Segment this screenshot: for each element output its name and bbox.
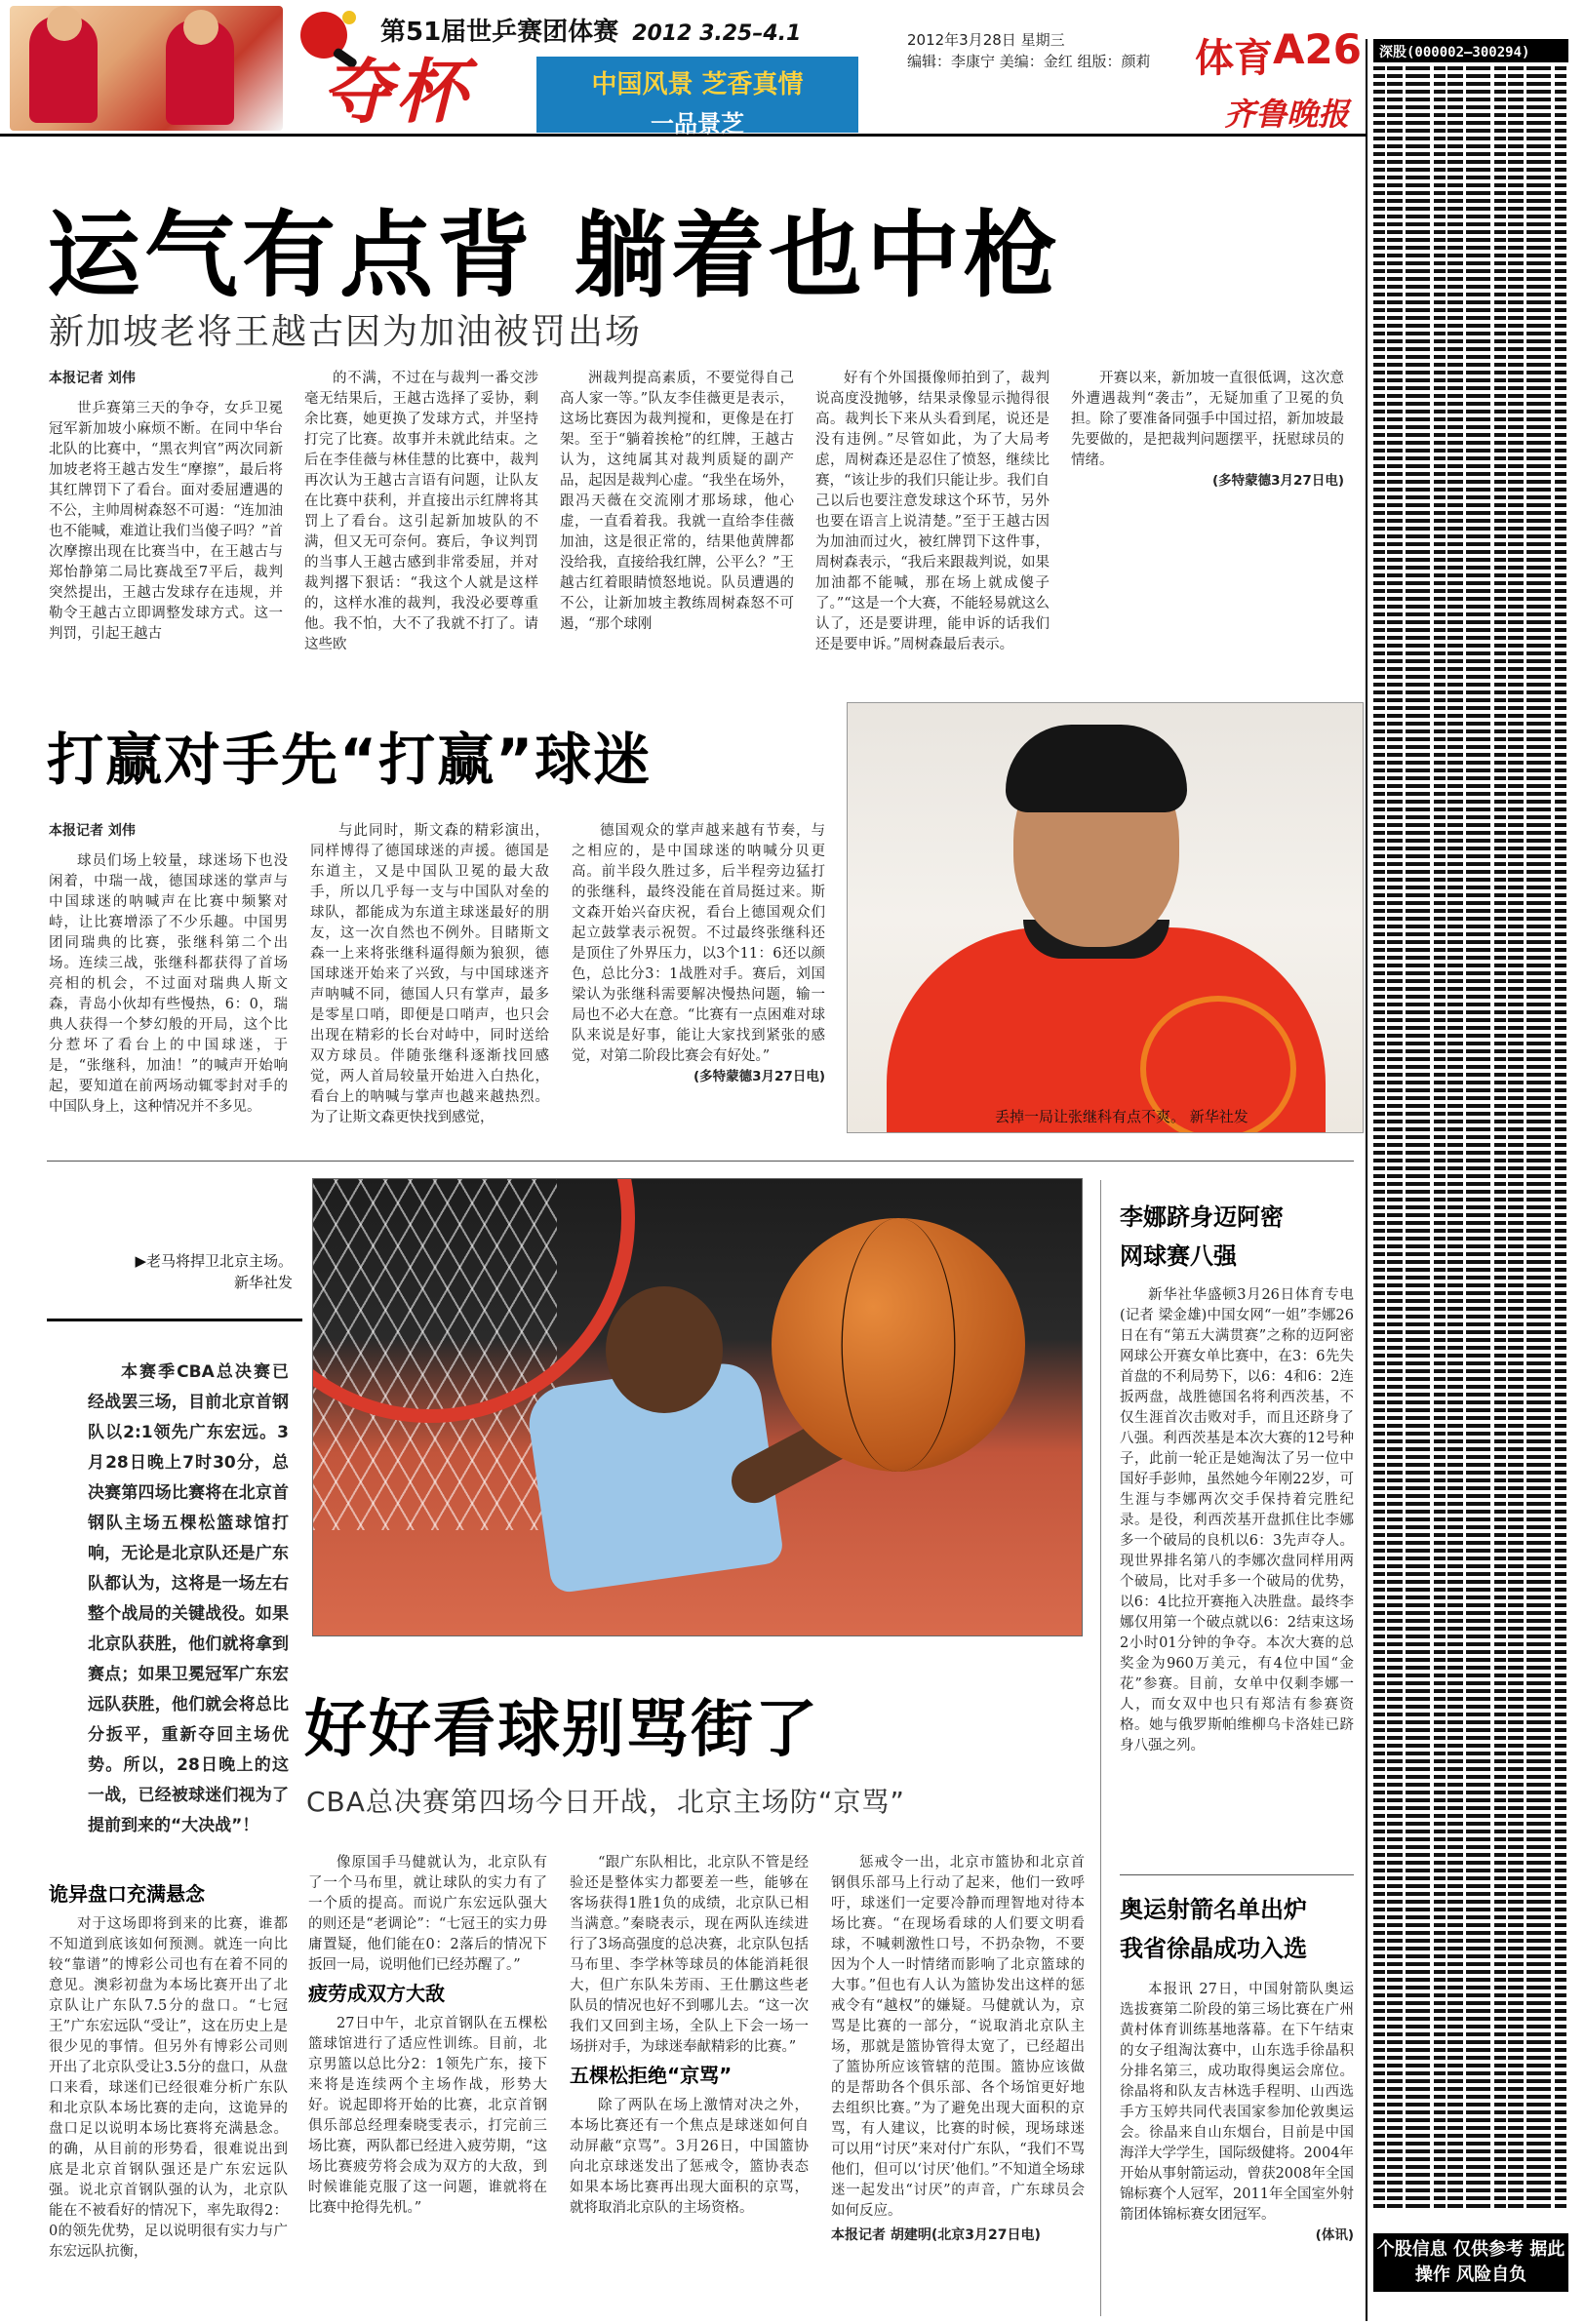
story3-column-4 [831, 1853, 1085, 2315]
story2-credit: (多特蒙德3月27日电) [693, 1069, 825, 1084]
story1-column-5 [1071, 369, 1344, 564]
story2-text-1: 球员们场上较量，球迷场下也没闲着，中瑞一战，德国球迷的掌声与中国球迷的呐喊声在比赛中频繁对峙，让比赛增添了不少乐趣。中国男团同瑞典的比赛，张继科第二个出场。连续三战，张继科都获得了首场亮相的机会，不过面对瑞典人斯文森，青岛小伙却有些慢热，6：0，瑞典人获得一个梦幻般的开局，这个比分惹坏了看台上的中国球迷，于是，“张继科，加油！”的喊声开始响起，要知道在前两场动辄零封对手的中国队身上，这种情况并不多见。 [49, 853, 288, 1115]
story3-column-1 [49, 1876, 288, 2315]
story3-subhead-1: 诡异盘口充满悬念 [49, 1882, 205, 1906]
story2-byline: 本报记者 刘伟 [49, 823, 136, 839]
editor-credits: 编辑：李康宁 美编：金红 组版：颜莉 [907, 53, 1151, 70]
story3-subheadline: CBA总决赛第四场今日开战，北京主场防“京骂” [306, 1786, 905, 1818]
story3-text-1: 对于这场即将到来的比赛，谁都不知道到底该如何预测。就连一向比较“靠谱”的博彩公司也有在着不同的意见。澳彩初盘为本场比赛开出了北京队让广东队7.5分的盘口。“七冠王”广东宏远队“受让”，这在历史上是很少见的事情。但另外有博彩公司则开出了北京队受让3.5分的盘口，从盘口来看，球迷们已经很难分析广东队和北京队本场比赛的走向，这诡异的盘口足以说明本场比赛将充满悬念。的确，从目前的形势看，很难说出到底是北京首钢队强还是广东宏远队强。说北京首钢队强的认为，北京队能在不被看好的情况下，率先取得2：0的领先优势，足以说明很有实力与广东宏远队抗衡， [49, 1916, 288, 2260]
story3-column-3 [570, 1853, 809, 2315]
story3-column-2 [308, 1853, 547, 2315]
story3-text-3: “跟广东队相比，北京队不管是经验还是整体实力都要差一些，能够在客场获得1胜1负的成绩，北京队已相当满意。”秦晓表示，现在两队连续进行了3场高强度的总决赛，北京队包括马布里、李学林等球员的体能消耗很大，但广东队朱芳雨、王仕鹏这些老队员的情况也好不到哪儿去。“这一次我们又回到主场，全队上下会一场一场拼对手，为球迷奉献精彩的比赛。” [570, 1855, 809, 2055]
story1-text-4: 好有个外国摄像师拍到了，裁判说高度没抛够，结果录像显示抛得很高。裁判长下来从头看到尾，说还是没有违例。”尽管如此，为了大局考虑，周树森还是忍住了愤怒，继续比赛，“该让步的我们只能让步。我们自己以后也要注意发球这个环节，另外也要在语言上说清楚。”至于王越古因为加油而过火，被红牌罚下这件事，周树森表示，“我后来跟裁判说，如果加油都不能喊，那在场上就成傻子了。”“这是一个大赛，不能轻易就这么认了，还是要讲理，能申诉的话我们还是要申诉。”周树森最后表示。 [815, 371, 1050, 652]
story1-text-5: 开赛以来，新加坡一直很低调，这次意外遭遇裁判“袭击”，无疑加重了卫冕的负担。除了要准备同强手中国过招，新加坡最先要做的，是把裁判问题摆平，抚慰球员的情绪。 [1071, 371, 1344, 468]
story1-column-3 [560, 369, 794, 681]
story3-lead [88, 1358, 289, 1855]
stock-listing-strip [1366, 39, 1575, 2321]
story1-text-1: 世乒赛第三天的争夺，女乒卫冕冠军新加坡小麻烦不断。在同中华台北队的比赛中，“黑衣判官”两次同新加坡老将王越古发生“摩擦”，最后将其红牌罚下了看台。面对委屈遭遇的不公，主帅周树森怒不可遏：“连加油也不能喊，难道让我们当傻子吗？”首次摩擦出现在比赛当中，在王越古与郑怡静第二局比赛战至7平后，裁判突然提出，王越古发球存在违规，并勒令王越古立即调整发球方式。这一判罚，引起王越古 [49, 401, 283, 642]
story1-text-3: 洲裁判提高素质，不要觉得自己高人家一等。”队友李佳薇更是表示，这场比赛因为裁判搅和，更像是在打架。至于“躺着挨枪”的红牌，王越古认为，这纯属其对裁判质疑的副产品，起因是裁判心虚。“我坐在场外，跟冯天薇在交流刚才那场球，他心虚，一直看着我。我就一直给李佳薇加油，这是很正常的，结果他黄牌都没给我，直接给我红牌，公平么？”王越古红着眼睛愤怒地说。队员遭遇的不公，让新加坡主教练周树森怒不可遏，“那个球刚 [560, 371, 794, 632]
story1-byline: 本报记者 刘伟 [49, 371, 136, 386]
stock-disclaimer: 个股信息 仅供参考 据此操作 风险自负 [1373, 2233, 1568, 2292]
story3-text-4: 惩戒令一出，北京市篮协和北京首钢俱乐部马上行动了起来，他们一致呼吁，球迷们一定要冷静而理智地对待本场比赛。“在现场看球的人们要文明看球，不喊刺激性口号，不扔杂物，不要因为个人一时情绪而影响了北京篮球的大事。”但也有人认为篮协发出这样的惩戒令有“越权”的嫌疑。马健就认为，京骂是比赛的一部分，“说取消北京队主场，那就是篮协管得太宽了，已经超出了篮协所应该管辖的范围。篮协应该做的是帮助各个俱乐部、各个场馆更好地去组织比赛。”为了避免出现大面积的京骂，有人建议，比赛的时候，现场球迷可以用“讨厌”来对付广东队，“我们不骂他们，但可以‘讨厌’他们。”不知道全场球迷一起发出“讨厌”的声音，广东球员会如何反应。 [831, 1855, 1085, 2219]
basketball-dunk-photo [312, 1178, 1083, 1636]
story3-text-2: 像原国手马健就认为，北京队有了一个马布里，就让球队的实力有了一个质的提高。而说广东宏远队强大的则还是“老调论”：“七冠王的实力毋庸置疑，他们能在0：2落后的情况下扳回一局，说明他们已经苏醒了。” [308, 1855, 547, 1973]
story3-photo-caption: ▶老马将捍卫北京主场。 新华社发 [135, 1252, 293, 1291]
stock-listing-title: 深股(000002–300294) [1373, 39, 1568, 62]
story4-headline: 李娜跻身迈阿密 网球赛八强 [1120, 1203, 1284, 1270]
story2-column-1 [49, 821, 288, 1143]
story2-column-3 [572, 821, 825, 1143]
sponsor-slogan: 中国风景 芝香真情 一品景芝 [536, 57, 858, 133]
sidebar-divider [1100, 1180, 1101, 2316]
story3-subhead-2: 疲劳成双方大敌 [308, 1982, 445, 2005]
story1-headline: 运气有点背 躺着也中枪 [47, 201, 1061, 310]
section-divider [47, 1161, 1354, 1162]
story2-headline: 打赢对手先“打赢”球迷 [47, 727, 653, 793]
column-name: 夺杯 [322, 50, 471, 133]
caption-rule [47, 1319, 302, 1321]
story1-column-1 [49, 369, 283, 681]
story2-column-2 [310, 821, 549, 1143]
story1-subheadline: 新加坡老将王越古因为加油被罚出场 [49, 312, 643, 352]
page-number: A26 [1273, 25, 1362, 73]
story1-credit: (多特蒙德3月27日电) [1211, 473, 1344, 489]
story5-credit: (体讯) [1315, 2227, 1354, 2243]
issue-date: 2012年3月28日 星期三 [907, 31, 1065, 49]
story3-headline: 好好看球别骂街了 [304, 1694, 819, 1766]
newspaper-name: 齐鲁晚报 [1224, 96, 1350, 133]
event-title: 第51届世乒赛团体赛 2012 3.25–4.1 [380, 18, 802, 47]
story5-column [1120, 1980, 1354, 2316]
story3-byline: 本报记者 胡建明(北京3月27日电) [831, 2227, 1041, 2243]
sidebar-rule [1120, 1874, 1354, 1875]
story3-text-2b: 27日中午，北京首钢队在五棵松篮球馆进行了适应性训练。目前，北京男篮以总比分2：1领先广东，接下来将是连续两个主场作战，形势大好。说起即将开始的比赛，北京首钢俱乐部总经理秦晓雯表示，打完前三场比赛，两队都已经进入疲劳期，“这场比赛疲劳将会成为双方的大敌，到时候谁能克服了这一问题，谁就将在比赛中抢得先机。” [308, 2016, 547, 2216]
page-header [0, 0, 1366, 137]
story3-subhead-3: 五棵松拒绝“京骂” [570, 2064, 733, 2087]
event-logo-players-image [10, 6, 283, 131]
story4-text: 新华社华盛顿3月26日体育专电(记者 梁金雄)中国女网“一姐”李娜26日在有“第五大满贯赛”之称的迈阿密网球公开赛女单比赛中，在3：6先失首盘的不利局势下，以6：4和6：2连扳两盘，战胜德国名将利西茨基，不仅生涯首次击败对手，而且还跻身了八强。利西茨基是本次大赛的12号种子，此前一轮正是她淘汰了另一位中国好手彭帅，虽然她今年刚22岁，可生涯与李娜两次交手保持着完胜纪录。是役，利西茨基开盘抓住比李娜多一个破局的良机以6：3先声夺人。现世界排名第八的李娜次盘同样用两个破局，比对手多一个破局的优势，以6：4比拉开赛拖入决胜盘。最终李娜仅用第一个破点就以6：2结束这场2小时01分钟的争夺。本次大赛的总奖金为960万美元，有4位中国“金花”参赛。目前，女单中仅剩李娜一人，而女双中也只有郑洁有参赛资格。她与俄罗斯帕维柳乌卡洛娃已跻身八强之列。 [1120, 1287, 1354, 1753]
story5-text: 本报讯 27日，中国射箭队奥运选拔赛第二阶段的第三场比赛在广州黄村体育训练基地落幕。在下午结束的女子组淘汰赛中，山东选手徐晶积分排名第三，成功取得奥运会席位。徐晶将和队友吉林选手程明、山西选手方玉婷共同代表国家参加伦敦奥运会。徐晶来自山东烟台，目前是中国海洋大学学生，国际级健将。2004年开始从事射箭运动，曾获2008年全国锦标赛个人冠军，2011年全国室外射箭团体锦标赛女团冠军。 [1120, 1982, 1354, 2223]
story5-headline: 奥运射箭名单出炉 我省徐晶成功入选 [1120, 1896, 1307, 1962]
table-tennis-player-photo [847, 702, 1364, 1133]
story2-photo-caption: 丢掉一局让张继科有点不爽。 新华社发 [995, 1108, 1248, 1125]
story1-column-2 [304, 369, 538, 681]
story3-text-3b: 除了两队在场上激情对决之外，本场比赛还有一个焦点是球迷如何自动屏蔽“京骂”。3月26日，中国篮协向北京球迷发出了惩戒令，篮协表态如果本场比赛再出现大面积的京骂，就将取消北京队的主场资格。 [570, 2098, 809, 2216]
story2-text-3: 德国观众的掌声越来越有节奏，与之相应的，是中国球迷的呐喊分贝更高。前半段久胜过多，后半程旁边猛打的张继科，最终没能在首局挺过来。斯文森开始兴奋庆祝，看台上德国观众们起立鼓掌表示祝贺。不过最终张继科还是顶住了外界压力，以3个11：6还以颜色，总比分3：1战胜对手。赛后，刘国梁认为张继科需要解决慢热问题，输一局也不必大在意。“比赛有一点困难对球队来说是好事，能让大家找到紧张的感觉，对第二阶段比赛会有好处。” [572, 823, 825, 1064]
story3-lead-text: 本赛季CBA总决赛已经战罢三场，目前北京首钢队以2:1领先广东宏远。3月28日晚上7时30分，总决赛第四场比赛将在北京首钢队主场五棵松篮球馆打响，无论是北京队还是广东队都认为，这将是一场左右整个战局的关键战役。如果北京队获胜，他们就将拿到赛点；如果卫冕冠军广东宏远队获胜，他们就会将总比分扳平，重新夺回主场优势。所以，28日晚上的这一战，已经被球迷们视为了提前到来的“大决战”！ [88, 1362, 289, 1835]
story1-column-4 [815, 369, 1050, 681]
story4-column [1120, 1285, 1354, 1861]
story2-text-2: 与此同时，斯文森的精彩演出，同样博得了德国球迷的声援。德国是东道主，又是中国队卫冕的最大敌手，所以几乎每一支与中国队对垒的球队，都能成为东道主球迷最好的朋友，这一次自然也不例外。目睹斯文森一上来将张继科逼得颇为狼狈，德国球迷开始来了兴致，与中国球迷齐声呐喊不同，德国人只有掌声，最多是零星口哨，即便是口哨声，也只会出现在精彩的长台对峙中，同时送给双方球员。伴随张继科逐渐找回感觉，两人首局较量开始进入白热化，看台上的呐喊与掌声也越来越热烈。为了让斯文森更快找到感觉， [310, 823, 549, 1125]
section-name: 体育 [1195, 36, 1273, 81]
stock-listing-table [1373, 66, 1568, 2212]
story1-text-2: 的不满，不过在与裁判一番交涉毫无结果后，王越古选择了妥协，剩余比赛，她更换了发球方式，并坚持打完了比赛。故事并未就此结束。之后在李佳薇与林佳慧的比赛中，裁判再次认为王越古言语有问题，让队友在比赛中获利，并直接出示红牌将其罚上了看台。这引起新加坡队的不满，但又无可奈何。赛后，争议判罚的当事人王越古感到非常委屈，并对裁判撂下狠话：“我这个人就是这样的，这样水准的裁判，我没必要尊重他。我不怕，大不了我就不打了。请这些欧 [304, 371, 538, 652]
